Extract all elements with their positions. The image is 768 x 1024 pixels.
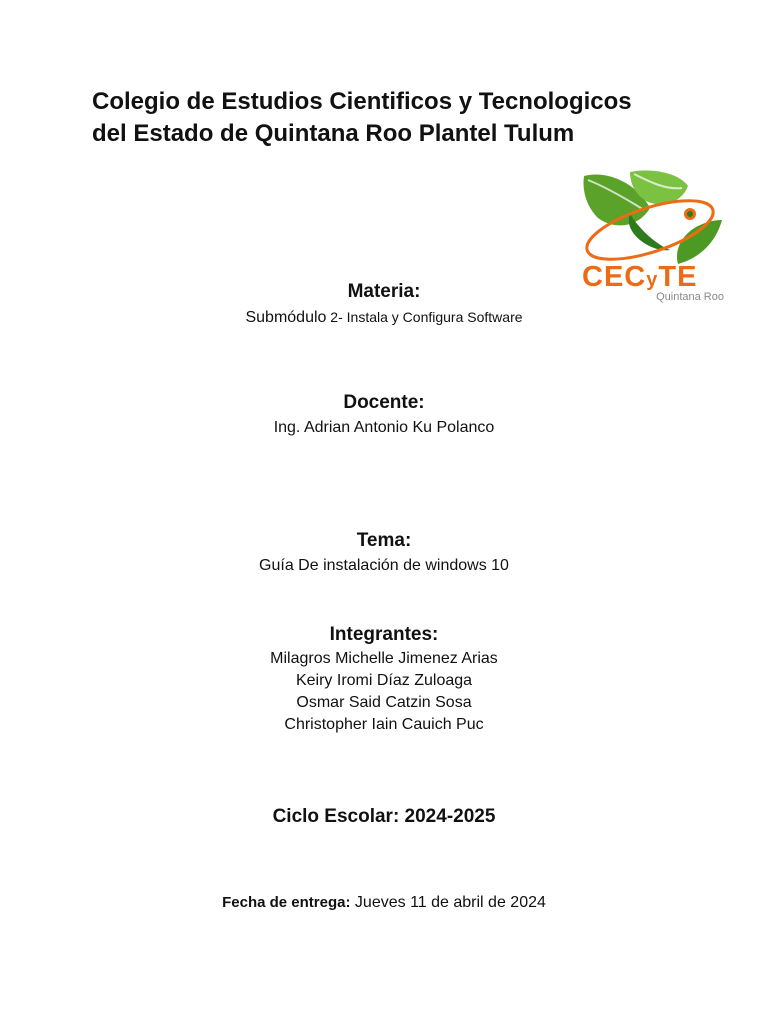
docente-heading: Docente: [343,392,425,413]
document-title [92,86,712,150]
logo-subtitle: Quintana Roo [656,291,724,303]
logo-leaf-right [677,220,722,264]
integrantes-heading: Integrantes: [329,624,439,645]
tema-heading: Tema: [356,530,412,551]
fecha-entrega [0,894,768,912]
docente-value: Ing. Adrian Antonio Ku Polanco [273,419,495,436]
materia-value-rest: 2- Instala y Configura Software [326,309,523,325]
member-name: Osmar Said Catzin Sosa [296,694,472,711]
logo-brand-y: y [646,269,659,291]
logo-brand-prefix: CEC [582,261,647,293]
tema-value: Guía De instalación de windows 10 [259,557,509,574]
materia-heading: Materia: [347,281,421,302]
member-name: Keiry Iromi Díaz Zuloaga [295,672,473,689]
title-line-2: del Estado de Quintana Roo Plantel Tulum [92,120,575,147]
integrantes-section [0,623,768,736]
member-name: Christopher Iain Cauich Puc [284,716,484,733]
ciclo-escolar: Ciclo Escolar: 2024-2025 [272,806,496,827]
title-line-1: Colegio de Estudios Cientificos y Tecnologicos [92,88,632,115]
materia-section [0,280,768,329]
materia-value [0,306,768,329]
member-name: Milagros Michelle Jimenez Arias [270,650,498,667]
member-list [0,648,768,736]
materia-value-prefix: Submódulo [245,309,327,326]
docente-section [0,391,768,439]
fecha-value: Jueves 11 de abril de 2024 [350,894,546,911]
fecha-label: Fecha de entrega: [222,894,351,911]
tema-section [0,529,768,577]
logo-brand-suffix: TE [658,261,698,293]
